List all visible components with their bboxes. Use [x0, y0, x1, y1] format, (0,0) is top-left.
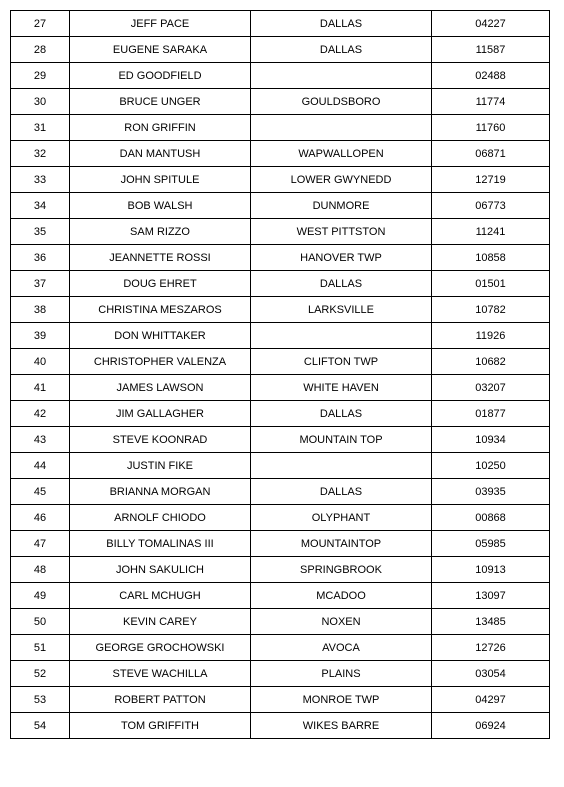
id-number-cell: 06871	[432, 141, 550, 167]
town-cell: MCADOO	[251, 583, 432, 609]
town-cell: NOXEN	[251, 609, 432, 635]
table-row	[11, 557, 550, 583]
id-number-cell: 05985	[432, 531, 550, 557]
name-cell: JOHN SAKULICH	[70, 557, 251, 583]
town-cell	[251, 63, 432, 89]
row-number-cell: 43	[11, 427, 70, 453]
name-cell: BRIANNA MORGAN	[70, 479, 251, 505]
id-number-cell: 06773	[432, 193, 550, 219]
row-number-cell: 52	[11, 661, 70, 687]
name-cell: EUGENE SARAKA	[70, 37, 251, 63]
town-cell: HANOVER TWP	[251, 245, 432, 271]
row-number-cell: 28	[11, 37, 70, 63]
table-row	[11, 713, 550, 739]
town-cell: CLIFTON TWP	[251, 349, 432, 375]
table-row	[11, 141, 550, 167]
table-row	[11, 427, 550, 453]
town-cell	[251, 453, 432, 479]
town-cell: MONROE TWP	[251, 687, 432, 713]
name-cell: RON GRIFFIN	[70, 115, 251, 141]
id-number-cell: 12726	[432, 635, 550, 661]
id-number-cell: 10858	[432, 245, 550, 271]
name-cell: KEVIN CAREY	[70, 609, 251, 635]
row-number-cell: 54	[11, 713, 70, 739]
town-cell: DALLAS	[251, 11, 432, 37]
row-number-cell: 42	[11, 401, 70, 427]
name-cell: CHRISTOPHER VALENZA	[70, 349, 251, 375]
name-cell: BOB WALSH	[70, 193, 251, 219]
table-row	[11, 297, 550, 323]
row-number-cell: 32	[11, 141, 70, 167]
town-cell: WIKES BARRE	[251, 713, 432, 739]
row-number-cell: 44	[11, 453, 70, 479]
town-cell: MOUNTAIN TOP	[251, 427, 432, 453]
table-row	[11, 505, 550, 531]
id-number-cell: 06924	[432, 713, 550, 739]
table-row	[11, 479, 550, 505]
row-number-cell: 33	[11, 167, 70, 193]
results-table	[10, 10, 550, 739]
id-number-cell: 13097	[432, 583, 550, 609]
name-cell: JEANNETTE ROSSI	[70, 245, 251, 271]
town-cell: DALLAS	[251, 401, 432, 427]
table-row	[11, 635, 550, 661]
row-number-cell: 51	[11, 635, 70, 661]
town-cell: PLAINS	[251, 661, 432, 687]
town-cell: MOUNTAINTOP	[251, 531, 432, 557]
id-number-cell: 11760	[432, 115, 550, 141]
table-row	[11, 37, 550, 63]
id-number-cell: 03935	[432, 479, 550, 505]
table-row	[11, 115, 550, 141]
town-cell: LOWER GWYNEDD	[251, 167, 432, 193]
town-cell: DALLAS	[251, 37, 432, 63]
row-number-cell: 37	[11, 271, 70, 297]
table-row	[11, 219, 550, 245]
name-cell: DAN MANTUSH	[70, 141, 251, 167]
id-number-cell: 13485	[432, 609, 550, 635]
table-row	[11, 193, 550, 219]
table-row	[11, 609, 550, 635]
town-cell: GOULDSBORO	[251, 89, 432, 115]
name-cell: JEFF PACE	[70, 11, 251, 37]
id-number-cell: 11774	[432, 89, 550, 115]
table-row	[11, 531, 550, 557]
name-cell: CARL MCHUGH	[70, 583, 251, 609]
town-cell: AVOCA	[251, 635, 432, 661]
id-number-cell: 02488	[432, 63, 550, 89]
table-row	[11, 245, 550, 271]
table-row	[11, 167, 550, 193]
name-cell: BILLY TOMALINAS III	[70, 531, 251, 557]
table-row	[11, 687, 550, 713]
town-cell: OLYPHANT	[251, 505, 432, 531]
name-cell: JOHN SPITULE	[70, 167, 251, 193]
table-row	[11, 375, 550, 401]
table-row	[11, 401, 550, 427]
row-number-cell: 47	[11, 531, 70, 557]
name-cell: JUSTIN FIKE	[70, 453, 251, 479]
id-number-cell: 04297	[432, 687, 550, 713]
row-number-cell: 39	[11, 323, 70, 349]
id-number-cell: 11241	[432, 219, 550, 245]
id-number-cell: 12719	[432, 167, 550, 193]
id-number-cell: 04227	[432, 11, 550, 37]
row-number-cell: 36	[11, 245, 70, 271]
name-cell: CHRISTINA MESZAROS	[70, 297, 251, 323]
name-cell: ROBERT PATTON	[70, 687, 251, 713]
table-row	[11, 89, 550, 115]
row-number-cell: 50	[11, 609, 70, 635]
town-cell: DUNMORE	[251, 193, 432, 219]
name-cell: STEVE WACHILLA	[70, 661, 251, 687]
name-cell: STEVE KOONRAD	[70, 427, 251, 453]
name-cell: DON WHITTAKER	[70, 323, 251, 349]
name-cell: ARNOLF CHIODO	[70, 505, 251, 531]
town-cell: LARKSVILLE	[251, 297, 432, 323]
name-cell: BRUCE UNGER	[70, 89, 251, 115]
row-number-cell: 29	[11, 63, 70, 89]
row-number-cell: 30	[11, 89, 70, 115]
id-number-cell: 10934	[432, 427, 550, 453]
row-number-cell: 46	[11, 505, 70, 531]
table-row	[11, 583, 550, 609]
row-number-cell: 34	[11, 193, 70, 219]
town-cell	[251, 115, 432, 141]
table-row	[11, 453, 550, 479]
town-cell: WHITE HAVEN	[251, 375, 432, 401]
row-number-cell: 45	[11, 479, 70, 505]
town-cell: WAPWALLOPEN	[251, 141, 432, 167]
table-row	[11, 323, 550, 349]
row-number-cell: 48	[11, 557, 70, 583]
town-cell	[251, 323, 432, 349]
id-number-cell: 11926	[432, 323, 550, 349]
name-cell: JAMES LAWSON	[70, 375, 251, 401]
name-cell: GEORGE GROCHOWSKI	[70, 635, 251, 661]
document-page	[10, 10, 550, 739]
town-cell: DALLAS	[251, 479, 432, 505]
row-number-cell: 49	[11, 583, 70, 609]
id-number-cell: 03207	[432, 375, 550, 401]
name-cell: TOM GRIFFITH	[70, 713, 251, 739]
name-cell: DOUG EHRET	[70, 271, 251, 297]
town-cell: SPRINGBROOK	[251, 557, 432, 583]
id-number-cell: 10682	[432, 349, 550, 375]
name-cell: SAM RIZZO	[70, 219, 251, 245]
table-row	[11, 63, 550, 89]
name-cell: JIM GALLAGHER	[70, 401, 251, 427]
row-number-cell: 35	[11, 219, 70, 245]
name-cell: ED GOODFIELD	[70, 63, 251, 89]
row-number-cell: 53	[11, 687, 70, 713]
table-row	[11, 349, 550, 375]
row-number-cell: 41	[11, 375, 70, 401]
id-number-cell: 10250	[432, 453, 550, 479]
table-body	[11, 11, 550, 739]
table-row	[11, 661, 550, 687]
table-row	[11, 11, 550, 37]
row-number-cell: 38	[11, 297, 70, 323]
id-number-cell: 00868	[432, 505, 550, 531]
town-cell: DALLAS	[251, 271, 432, 297]
id-number-cell: 11587	[432, 37, 550, 63]
row-number-cell: 27	[11, 11, 70, 37]
id-number-cell: 10913	[432, 557, 550, 583]
row-number-cell: 40	[11, 349, 70, 375]
id-number-cell: 10782	[432, 297, 550, 323]
table-row	[11, 271, 550, 297]
id-number-cell: 01877	[432, 401, 550, 427]
id-number-cell: 03054	[432, 661, 550, 687]
town-cell: WEST PITTSTON	[251, 219, 432, 245]
row-number-cell: 31	[11, 115, 70, 141]
id-number-cell: 01501	[432, 271, 550, 297]
